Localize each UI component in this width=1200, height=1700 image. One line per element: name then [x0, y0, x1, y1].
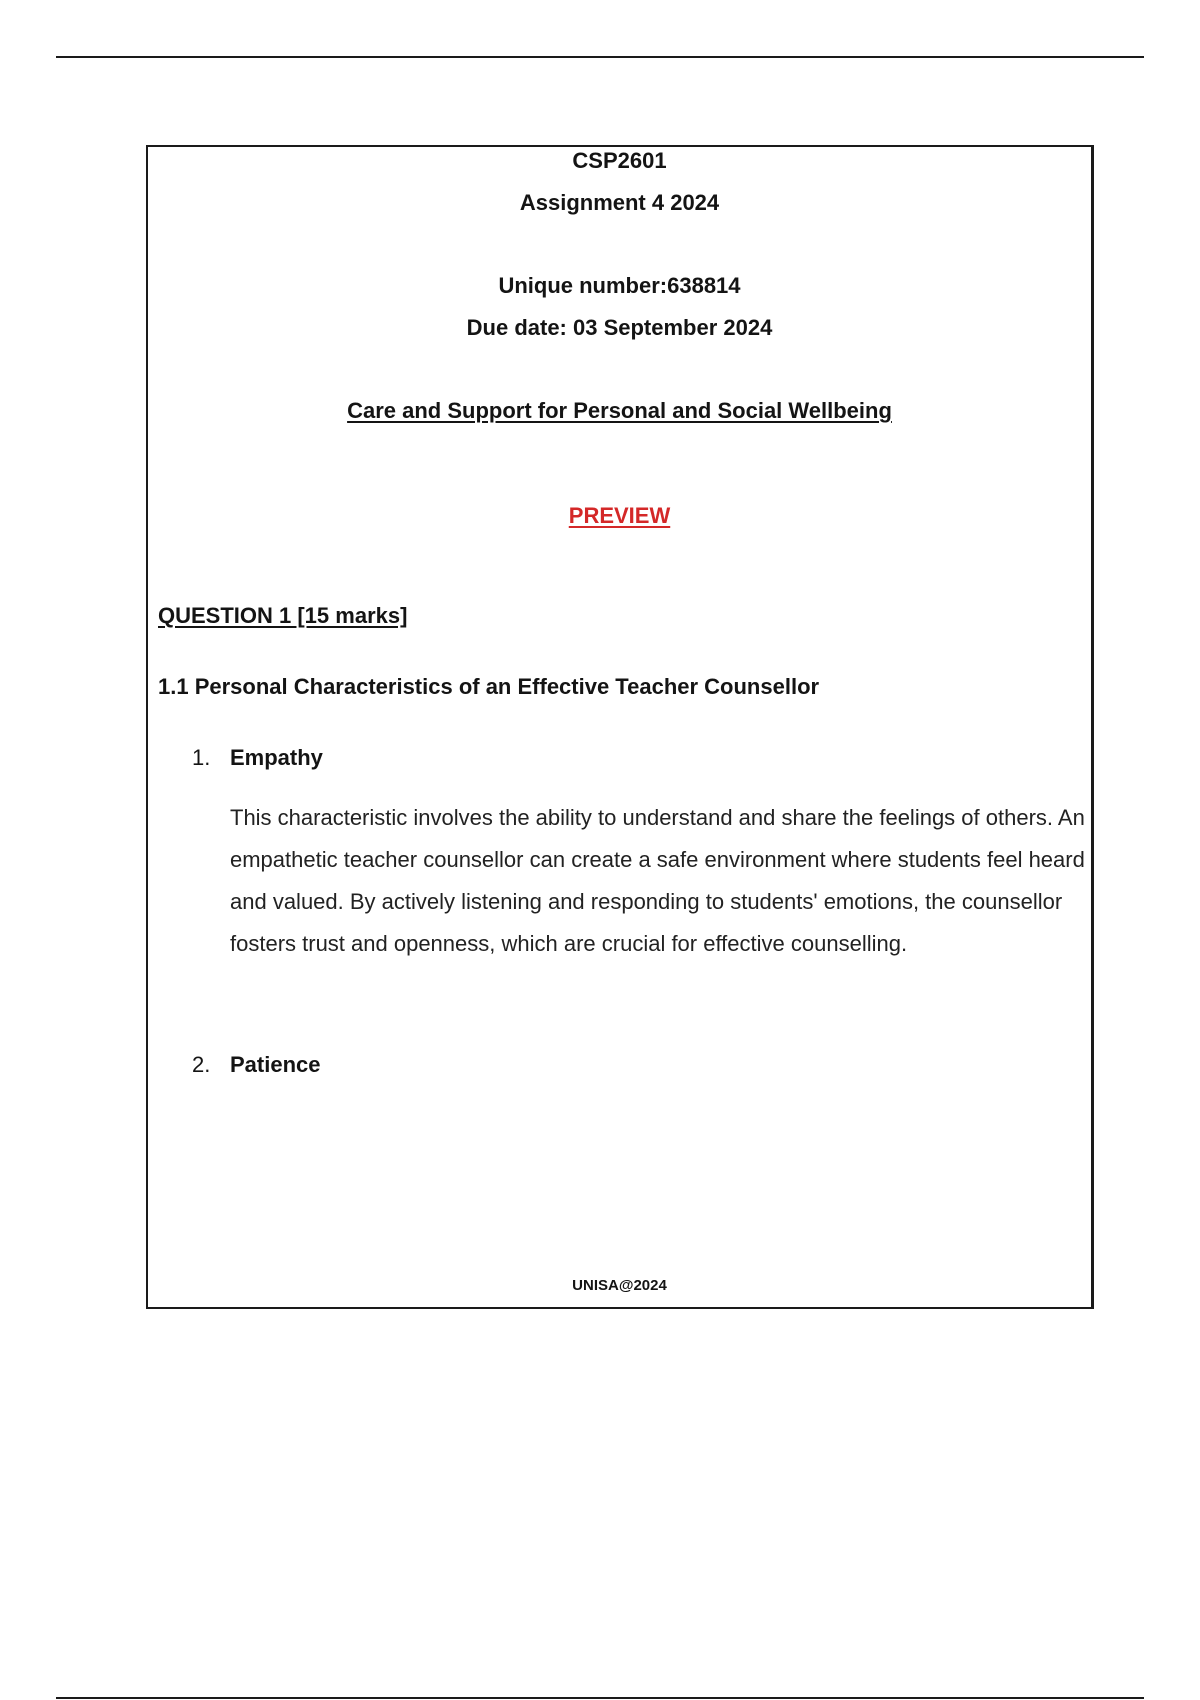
- module-title: Care and Support for Personal and Social Wellbeing: [347, 398, 892, 423]
- document-frame: [146, 145, 1094, 1309]
- course-code: CSP2601: [572, 148, 667, 173]
- preview-label: PREVIEW: [568, 503, 671, 528]
- list-item-paragraph: This characteristic involves the ability to understand and share the feelings of others. An empathetic teacher counsellor can create a safe environment where students feel heard and valued. By actively listening and responding to students' emotions, the counsellor fosters trust and openness, which are crucial for effective counselling.: [230, 805, 1085, 956]
- list-item-title: Patience: [230, 1052, 321, 1077]
- list-item-number: 1.: [192, 745, 211, 770]
- assignment-title: Assignment 4 2024: [519, 190, 720, 215]
- unique-number: Unique number:638814: [498, 273, 741, 298]
- list-item-number: 2.: [192, 1052, 211, 1077]
- section-heading: 1.1 Personal Characteristics of an Effective Teacher Counsellor: [158, 674, 820, 699]
- footer-copyright: UNISA@2024: [572, 1277, 667, 1294]
- question-title: QUESTION 1 [15 marks]: [158, 603, 408, 628]
- list-item-title: Empathy: [230, 745, 323, 770]
- due-date: Due date: 03 September 2024: [466, 315, 773, 340]
- bottom-page-rule: [56, 1697, 1144, 1699]
- top-page-rule: [56, 56, 1144, 58]
